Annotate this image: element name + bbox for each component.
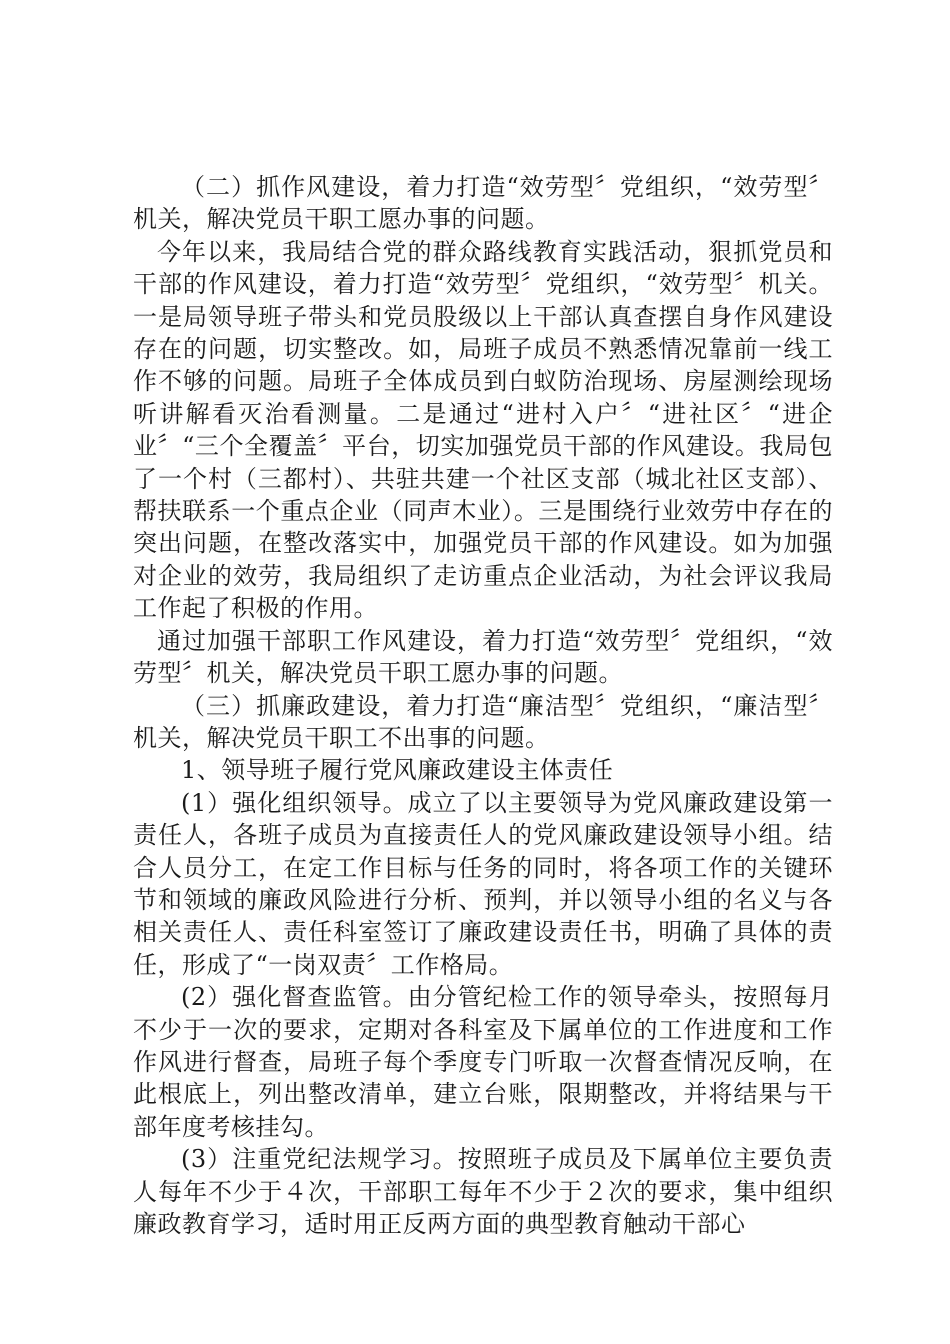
body-paragraph: (2）强化督查监管。由分管纪检工作的领导牵头，按照每月不少于一次的要求，定期对各科室及下属单位的工作进度和工作作风进行督查，局班子每个季度专门听取一次督查情况反响，在此根底上，列出整改清单，建立台账，限期整改，并将结果与干部年度考核挂勾。 [133, 983, 833, 1141]
body-paragraph: 通过加强干部职工作风建设，着力打造“效劳型〞党组织，“效劳型〞机关，解决党员干职工愿办事的问题。 [133, 626, 833, 688]
body-paragraph: (3）注重党纪法规学习。按照班子成员及下属单位主要负责人每年不少于４次，干部职工每年不少于２次的要求，集中组织廉政教育学习，适时用正反两方面的典型教育触动干部心 [133, 1145, 833, 1238]
body-paragraph: 今年以来，我局结合党的群众路线教育实践活动，狠抓党员和干部的作风建设，着力打造“效劳型〞党组织，“效劳型〞机关。一是局领导班子带头和党员股级以上干部认真查摆自身作风建设存在的问题，切实整改。如，局班子成员不熟悉情况靠前一线工作不够的问题。局班子全体成员到白蚁防治现场、房屋测绘现场听讲解看灭治看测量。二是通过“进村入户〞“进社区〞“进企业〞“三个全覆盖〞平台，切实加强党员干部的作风建设。我局包了一个村（三都村）、共驻共建一个社区支部（城北社区支部）、帮扶联系一个重点企业（同声木业）。三是围绕行业效劳中存在的突出问题，在整改落实中，加强党员干部的作风建设。如为加强对企业的效劳，我局组织了走访重点企业活动，为社会评议我局工作起了积极的作用。 [133, 237, 833, 623]
section-heading-2: （二）抓作风建设，着力打造“效劳型〞党组织，“效劳型〞机关，解决党员干职工愿办事的问题。 [133, 173, 833, 234]
subsection-heading-1: 1、领导班子履行党风廉政建设主体责任 [181, 756, 614, 785]
body-paragraph: (1）强化组织领导。成立了以主要领导为党风廉政建设第一责任人，各班子成员为直接责任人的党风廉政建设领导小组。结合人员分工，在定工作目标与任务的同时，将各项工作的关键环节和领域的廉政风险进行分析、预判，并以领导小组的名义与各相关责任人、责任科室签订了廉政建设责任书，明确了具体的责任，形成了“一岗双责〞工作格局。 [133, 788, 833, 979]
document-body [133, 171, 833, 1240]
section-heading-3: （三）抓廉政建设，着力打造“廉洁型〞党组织，“廉洁型〞机关，解决党员干职工不出事的问题。 [133, 691, 833, 752]
